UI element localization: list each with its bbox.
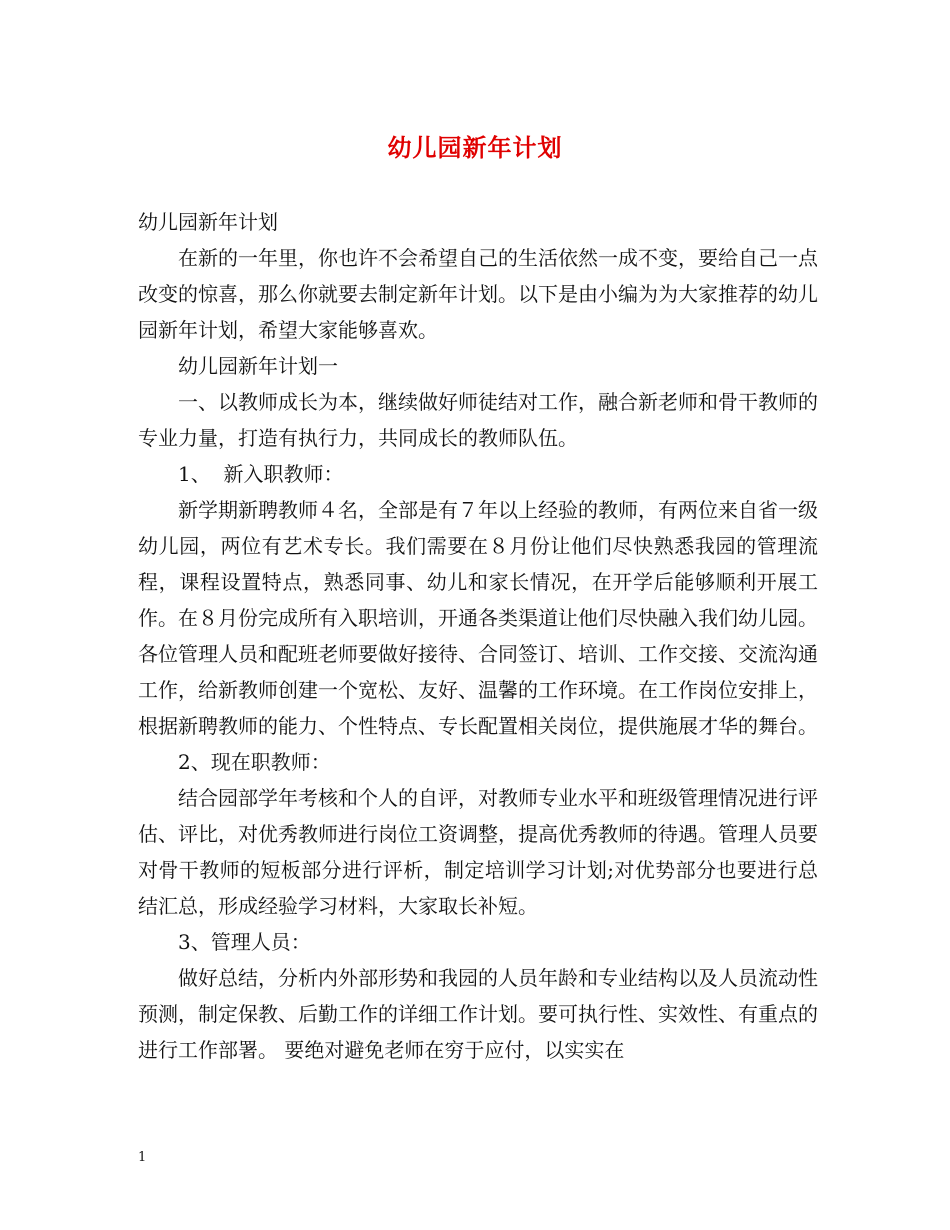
page-number: 1: [138, 1150, 147, 1165]
paragraph-intro: 在新的一年里，你也许不会希望自己的生活依然一成不变，要给自己一点改变的惊喜，那么你就要去制定新年计划。以下是由小编为为大家推荐的幼儿园新年计划，希望大家能够喜欢。: [138, 246, 818, 342]
paragraph-item-1-heading: 1、 新入职教师：: [178, 462, 344, 486]
paragraph-item-2-body: 结合园部学年考核和个人的自评，对教师专业水平和班级管理情况进行评估、评比，对优秀教师进行岗位工资调整，提高优秀教师的待遇。管理人员要对骨干教师的短板部分进行评析，制定培训学习计划;对优势部分也要进行总结汇总，形成经验学习材料，大家取长补短。: [138, 786, 818, 918]
paragraph-plan-heading: 幼儿园新年计划一: [178, 354, 338, 378]
paragraph-item-3-heading: 3、管理人员：: [178, 930, 311, 954]
document-subtitle-line: 幼儿园新年计划: [138, 210, 278, 234]
paragraph-item-3-body: 做好总结，分析内外部形势和我园的人员年龄和专业结构以及人员流动性预测，制定保教、后勤工作的详细工作计划。要可执行性、实效性、有重点的进行工作部署。 要绝对避免老师在穷于应付，以实实在: [138, 966, 818, 1062]
paragraph-section-one: 一、以教师成长为本，继续做好师徒结对工作，融合新老师和骨干教师的专业力量，打造有执行力，共同成长的教师队伍。: [138, 390, 818, 450]
paragraph-item-2-heading: 2、现在职教师：: [178, 750, 331, 774]
document-title: 幼儿园新年计划: [387, 133, 563, 162]
document-body: [138, 240, 818, 1068]
paragraph-item-1-body: 新学期新聘教师４名，全部是有７年以上经验的教师，有两位来自省一级幼儿园，两位有艺术专长。我们需要在８月份让他们尽快熟悉我园的管理流程，课程设置特点，熟悉同事、幼儿和家长情况，在开学后能够顺利开展工作。在８月份完成所有入职培训，开通各类渠道让他们尽快融入我们幼儿园。各位管理人员和配班老师要做好接待、合同签订、培训、工作交接、交流沟通工作，给新教师创建一个宽松、友好、温馨的工作环境。在工作岗位安排上，根据新聘教师的能力、个性特点、专长配置相关岗位，提供施展才华的舞台。: [138, 498, 818, 738]
